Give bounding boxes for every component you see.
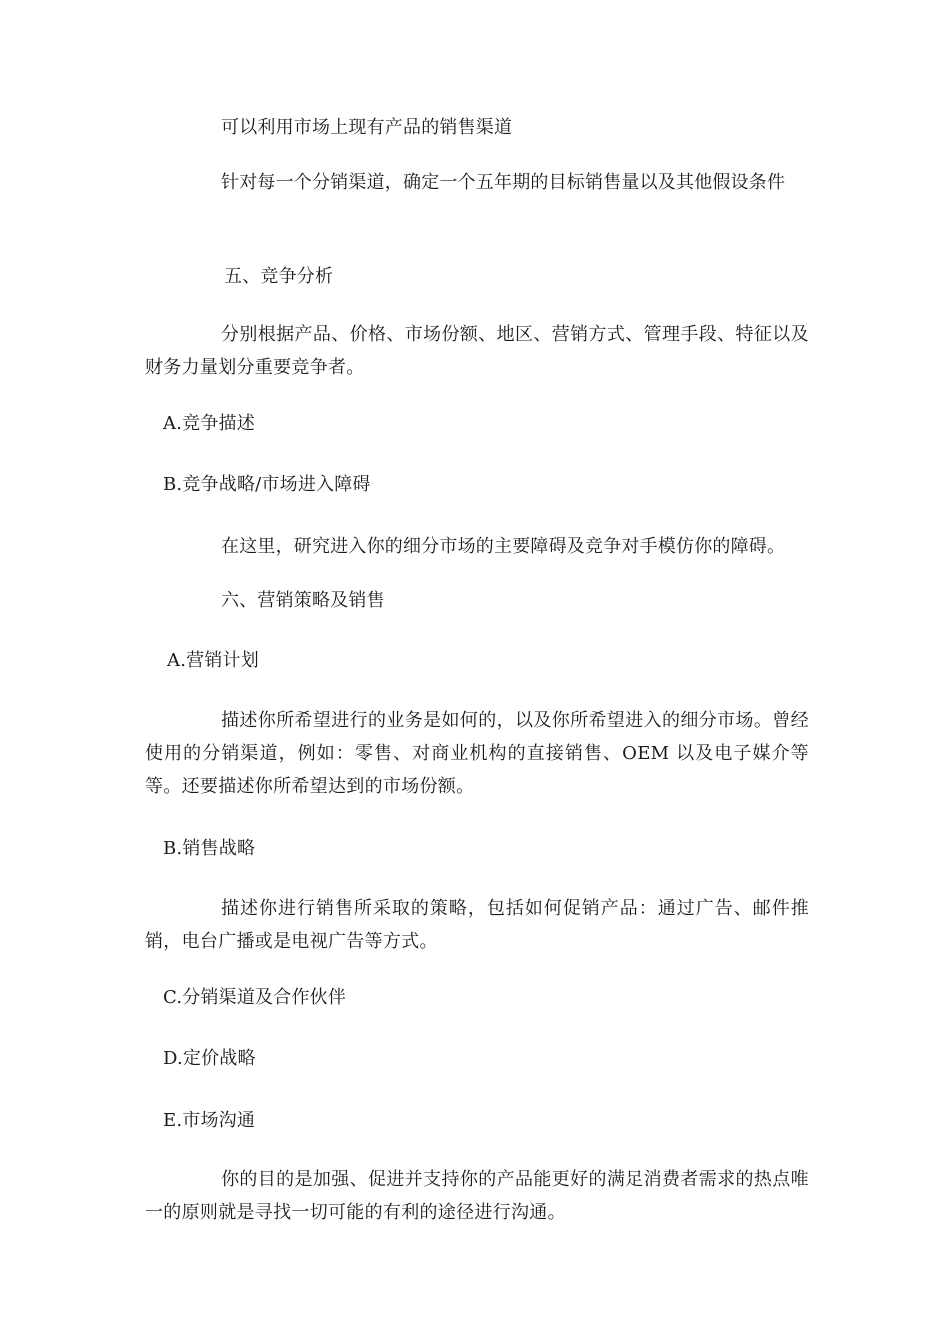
- subheading-distribution-partners: C.分销渠道及合作伙伴: [163, 987, 347, 1008]
- subheading-competition-description: A.竞争描述: [163, 413, 255, 434]
- paragraph-market-communication: 你的目的是加强、促进并支持你的产品能更好的满足消费者需求的热点唯一的原则就是寻找一切可能的有利的途径进行沟通。: [145, 1169, 809, 1223]
- section-heading-marketing: 六、营销策略及销售: [221, 590, 385, 611]
- text-line-existing-channels: 可以利用市场上现有产品的销售渠道: [221, 117, 513, 138]
- paragraph-competition-intro: 分别根据产品、价格、市场份额、地区、营销方式、管理手段、特征以及财务力量划分重要竞争者。: [145, 324, 809, 378]
- subheading-competition-strategy: B.竞争战略/市场进入障碍: [163, 474, 371, 495]
- subheading-marketing-plan: A.营销计划: [167, 650, 259, 671]
- section-heading-competition: 五、竞争分析: [224, 266, 334, 287]
- paragraph-marketing-plan: 描述你所希望进行的业务是如何的，以及你所希望进入的细分市场。曾经使用的分销渠道，例如：零售、对商业机构的直接销售、OEM 以及电子媒介等等。还要描述你所希望达到的市场份额。: [145, 710, 809, 797]
- text-line-target-sales: 针对每一个分销渠道，确定一个五年期的目标销售量以及其他假设条件: [221, 172, 786, 193]
- subheading-pricing-strategy: D.定价战略: [163, 1048, 256, 1069]
- subheading-market-communication: E.市场沟通: [163, 1110, 256, 1131]
- paragraph-barriers: 在这里，研究进入你的细分市场的主要障碍及竞争对手模仿你的障碍。: [221, 536, 786, 557]
- paragraph-sales-strategy: 描述你进行销售所采取的策略，包括如何促销产品：通过广告、邮件推销，电台广播或是电视广告等方式。: [145, 898, 809, 952]
- subheading-sales-strategy: B.销售战略: [163, 838, 256, 859]
